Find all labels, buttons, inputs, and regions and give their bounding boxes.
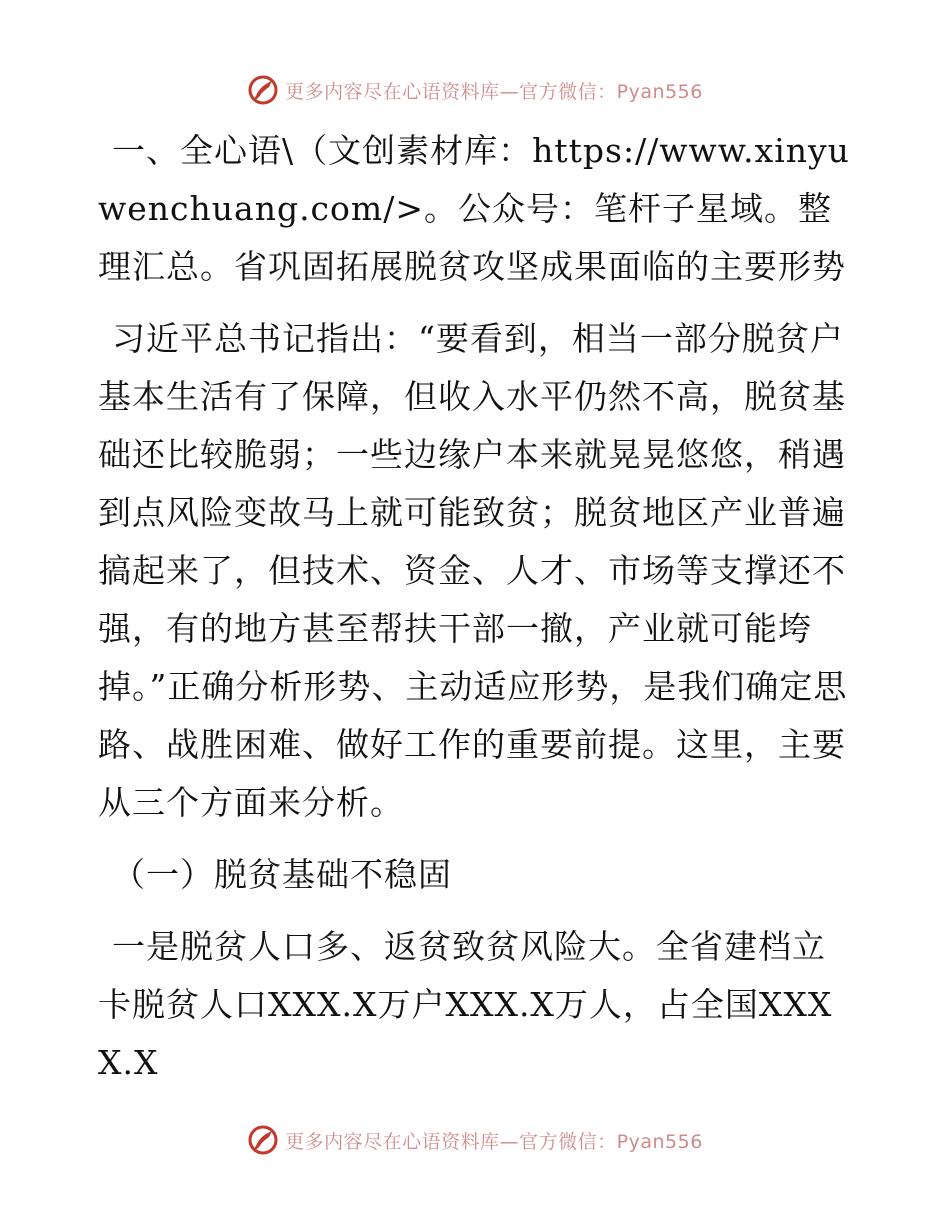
paragraph-point-one: 一是脱贫人口多、返贫致贫风险大。全省建档立卡脱贫人口XXX.X万户XXX.X万人，占全国XXXX.X (98, 927, 833, 1082)
paragraph-quote: 习近平总书记指出：“要看到，相当一部分脱贫户基本生活有了保障，但收入水平仍然不高，脱贫基础还比较脆弱；一些边缘户本来就晃晃悠悠，稍遇到点风险变故马上就可能致贫；脱贫地区产业普遍搞起来了，但技术、资金、人才、市场等支撑还不强，有的地方甚至帮扶干部一撤，产业就可能垮掉。”正确分析形势、主动适应形势，是我们确定思路、战胜困难、做好工作的重要前提。这里，主要从三个方面来分析。 (98, 319, 848, 822)
paragraph-heading-one: 一、全心语\（文创素材库：https://www.xinyuwenchuang.com/>。公众号：笔杆子星域。整理汇总。省巩固拓展脱贫攻坚成果面临的主要形势 (98, 131, 850, 286)
header-banner (0, 70, 950, 110)
footer-banner (0, 1120, 950, 1160)
document-body (98, 122, 858, 1092)
footer-banner-text: 更多内容尽在心语资料库—官方微信：Pyan556 (285, 1130, 703, 1153)
paragraph-subheading: （一）脱贫基础不稳固 (112, 855, 452, 894)
brush-logo-icon (247, 1124, 279, 1156)
brush-logo-icon (247, 74, 279, 106)
header-banner-text: 更多内容尽在心语资料库—官方微信：Pyan556 (285, 80, 703, 103)
